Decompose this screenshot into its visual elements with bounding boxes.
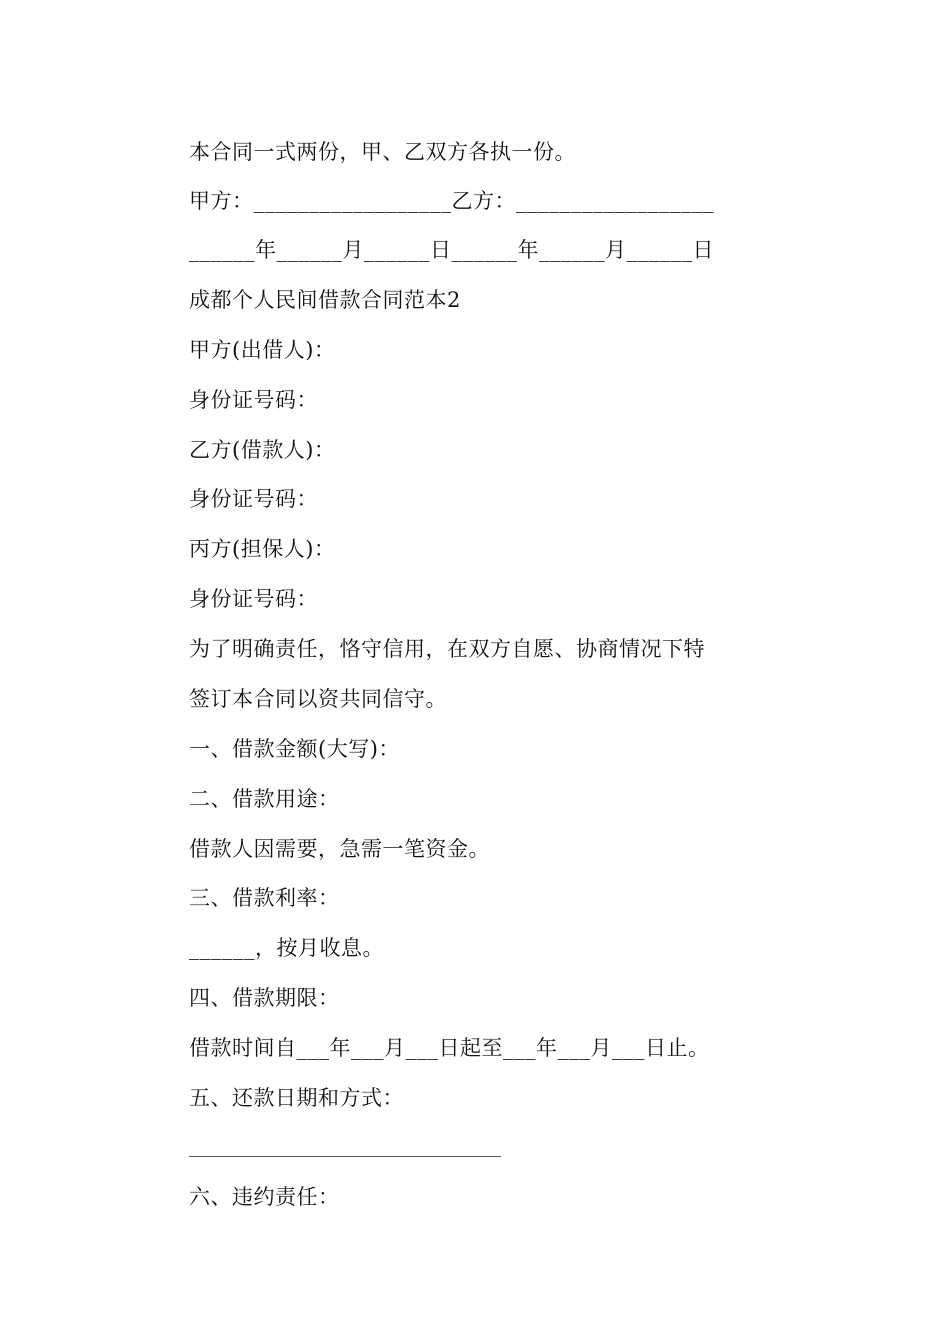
party-b-label: 乙方(借款人)：	[189, 438, 336, 462]
section-4-body: 借款时间自___年___月___日起至___年___月___日止。	[189, 1036, 710, 1060]
preamble-line-1: 为了明确责任，恪守信用，在双方自愿、协商情况下特	[189, 637, 705, 661]
section-2-body: 借款人因需要，急需一笔资金。	[189, 837, 490, 861]
section-6-heading: 六、违约责任：	[189, 1185, 340, 1209]
party-c-id-label: 身份证号码：	[189, 587, 318, 611]
closing-copies-text: 本合同一式两份，甲、乙双方各执一份。	[189, 140, 576, 164]
document-title: 成都个人民间借款合同范本2	[189, 288, 461, 312]
section-1-heading: 一、借款金额(大写)：	[189, 737, 400, 761]
section-5-blank-rule	[189, 1156, 501, 1157]
signature-date-line: ______年______月______日______年______月______日	[189, 238, 714, 262]
preamble-line-2: 签订本合同以资共同信守。	[189, 687, 447, 711]
section-2-heading: 二、借款用途：	[189, 787, 340, 811]
section-3-heading: 三、借款利率：	[189, 886, 340, 910]
party-c-label: 丙方(担保人)：	[189, 537, 336, 561]
signature-parties-line: 甲方：__________________乙方：__________________	[189, 189, 714, 213]
section-3-body: ______，按月收息。	[189, 936, 384, 960]
party-a-id-label: 身份证号码：	[189, 388, 318, 412]
section-4-heading: 四、借款期限：	[189, 986, 340, 1010]
party-a-label: 甲方(出借人)：	[189, 338, 336, 362]
section-5-heading: 五、还款日期和方式：	[189, 1086, 404, 1110]
party-b-id-label: 身份证号码：	[189, 487, 318, 511]
